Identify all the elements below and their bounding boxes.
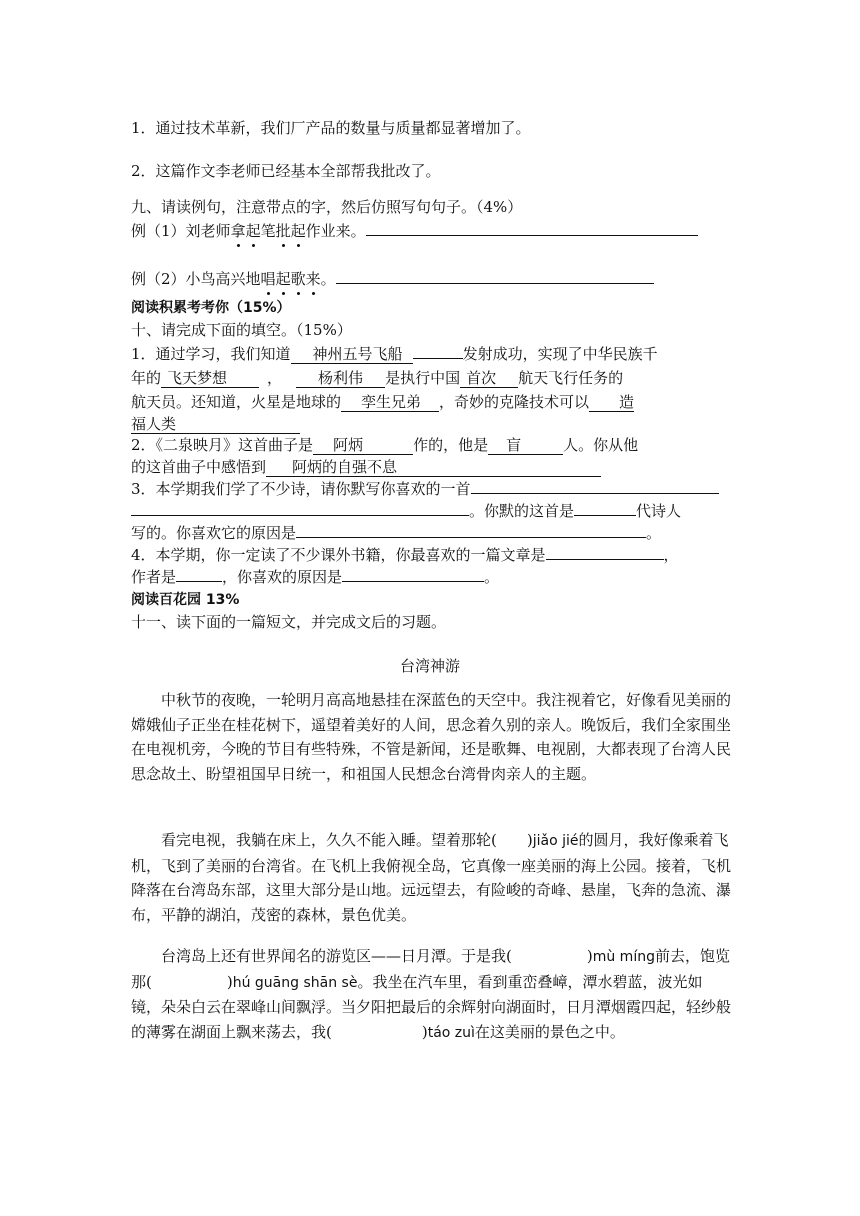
text: 作的，他是 [413, 436, 489, 454]
text: ，奇妙的克隆技术可以 [439, 393, 590, 411]
q10-item-1-line-1 [131, 343, 658, 365]
q8-sentence-2: 2．这篇作文李老师已经基本全部帮我批改了。 [131, 162, 441, 180]
dotted-char: 批 [275, 222, 291, 240]
q9-ex1-suffix: 作业来。 [305, 222, 366, 240]
q10-item-3-line-1 [131, 478, 719, 500]
text: 是执行中国 [385, 369, 461, 387]
answer-blank[interactable] [471, 479, 719, 494]
text: 的圆月，我好像乘着飞机，飞到了美丽的台湾省。在飞机上我俯视全岛，它真像一座美丽的海上公园。接着，飞机降落在台湾岛东部，这里大部分是山地。远远望去，有险峻的奇峰、悬崖，飞奔的急流、瀑布，平静的湖泊，茂密的森林，景色优美。 [131, 831, 732, 924]
text: 。你默的这首是 [469, 502, 575, 520]
text: ， [267, 369, 283, 387]
text: ， [663, 546, 679, 564]
text: 。 [646, 524, 662, 542]
q10-item-4-line-2 [131, 566, 499, 588]
answer-blank[interactable] [296, 523, 646, 538]
filled-answer[interactable]: 造 [589, 393, 634, 412]
text: 前去，饱览那( ) [131, 947, 730, 991]
q8-sentence-1: 1．通过技术革新，我们厂产品的数量与质量都显著增加了。 [131, 119, 531, 137]
pinyin-prompt: jiǎo jié [532, 833, 579, 849]
text: 。 [484, 568, 500, 586]
text: 在这美丽的景色之中。 [474, 1022, 625, 1041]
q9-ex2-prefix: 例（2）小鸟高兴地 [131, 270, 261, 288]
q10-heading: 十、请完成下面的填空。（15%） [131, 321, 352, 339]
answer-blank[interactable] [336, 269, 654, 284]
text: 台湾岛上还有世界闻名的游览区——日月潭。于是我( ) [131, 947, 593, 965]
filled-answer[interactable]: 福人类 [131, 415, 300, 434]
q9-example-2 [131, 268, 654, 290]
pinyin-prompt: táo zuì [427, 1024, 475, 1041]
dotted-char: 唱 [260, 270, 276, 288]
section-heading-reading-garden: 阅读百花园 13% [131, 592, 240, 608]
filled-answer[interactable]: 阿炳 [313, 436, 413, 455]
text: 作者是 [131, 568, 177, 586]
dotted-char: 来 [305, 270, 321, 288]
text: 航天飞行任务的 [518, 369, 624, 387]
text: 航天员。还知道，火星是地球的 [131, 393, 342, 411]
text: 代诗人 [636, 502, 682, 520]
dotted-char: 歌 [290, 270, 306, 288]
dotted-char: 拿 [230, 222, 246, 240]
answer-blank[interactable] [413, 358, 463, 359]
text: 写的。你喜欢它的原因是 [131, 524, 297, 542]
q10-item-1-line-4 [131, 413, 300, 435]
passage-paragraph-2 [131, 828, 731, 927]
q10-item-2-line-1 [131, 434, 638, 456]
text: 4．本学期，你一定读了不少课外书籍，你最喜欢的一篇文章是 [131, 546, 546, 564]
q11-heading: 十一、读下面的一篇短文，并完成文后的习题。 [131, 613, 447, 631]
plain-char: 笔 [260, 222, 276, 240]
filled-answer[interactable]: 杨利伟 [296, 369, 385, 388]
answer-blank[interactable] [366, 221, 698, 236]
answer-blank[interactable] [131, 501, 469, 516]
answer-blank[interactable] [176, 567, 222, 582]
text: ，你喜欢的原因是 [222, 568, 343, 586]
dotted-char: 起 [275, 270, 291, 288]
section-heading-reading-accumulation: 阅读积累考考你（15%） [131, 300, 291, 316]
passage-paragraph-3 [131, 944, 731, 1045]
q9-ex2-suffix: 。 [320, 270, 336, 288]
answer-blank[interactable] [546, 545, 664, 560]
filled-answer[interactable]: 孪生兄弟 [341, 393, 439, 412]
text: 看完电视，我躺在床上，久久不能入睡。望着那轮( ) [131, 831, 533, 849]
filled-answer[interactable]: 首次 [460, 369, 518, 388]
text: 。我坐在汽车里，看到重峦叠嶂，潭水碧蓝，波光如镜，朵朵白云在翠峰山间飘浮。当夕阳把最后的余辉射向湖面时，日月潭烟霞四起，轻纱般的薄雾在湖面上飘来荡去，我( ) [131, 972, 732, 1041]
passage-paragraph-1: 中秋节的夜晚，一轮明月高高地悬挂在深蓝色的天空中。我注视着它，好像看见美丽的嫦娥仙子正坐在桂花树下，遥望着美好的人间，思念着久别的亲人。晚饭后，我们全家围坐在电视机旁，今晚的节目有些特殊，不管是新闻，还是歌舞、电视剧，大都表现了台湾人民思念故土、盼望祖国早日统一，和祖国人民想念台湾骨肉亲人的主题。 [131, 691, 732, 783]
text: 2．《二泉映月》这首曲子是 [131, 436, 314, 454]
text: 3．本学期我们学了不少诗，请你默写你喜欢的一首 [131, 480, 471, 498]
pinyin-prompt: mù míng [592, 949, 655, 965]
filled-answer[interactable]: 盲 [488, 436, 563, 455]
q10-item-2-line-2 [131, 456, 601, 478]
passage-title: 台湾神游 [399, 657, 460, 675]
text: 人。你从他 [563, 436, 639, 454]
filled-answer[interactable]: 神州五号飞船 [291, 345, 413, 364]
answer-blank[interactable] [342, 567, 484, 582]
text: 发射成功，实现了中华民族千 [462, 345, 658, 363]
answer-blank[interactable] [574, 501, 636, 516]
dotted-char: 起 [245, 222, 261, 240]
q10-item-4-line-1 [131, 544, 679, 566]
dotted-char: 起 [290, 222, 306, 240]
q9-example-1 [131, 220, 698, 242]
q10-item-1-line-2 [131, 367, 623, 389]
filled-answer[interactable]: 飞天梦想 [161, 369, 259, 388]
q10-item-1-line-3 [131, 391, 634, 413]
q9-heading: 九、请读例句，注意带点的字，然后仿照写句句子。（4%） [131, 198, 523, 216]
pinyin-prompt: hú guāng shān sè [232, 974, 358, 991]
text: 1．通过学习，我们知道 [131, 345, 291, 363]
q9-ex1-prefix: 例（1）刘老师 [131, 222, 231, 240]
filled-answer[interactable]: 阿炳的自强不息 [266, 458, 601, 477]
q10-item-3-line-2 [131, 500, 681, 522]
text: 年的 [131, 369, 162, 387]
q10-item-3-line-3 [131, 522, 661, 544]
text: 的这首曲子中感悟到 [131, 458, 267, 476]
